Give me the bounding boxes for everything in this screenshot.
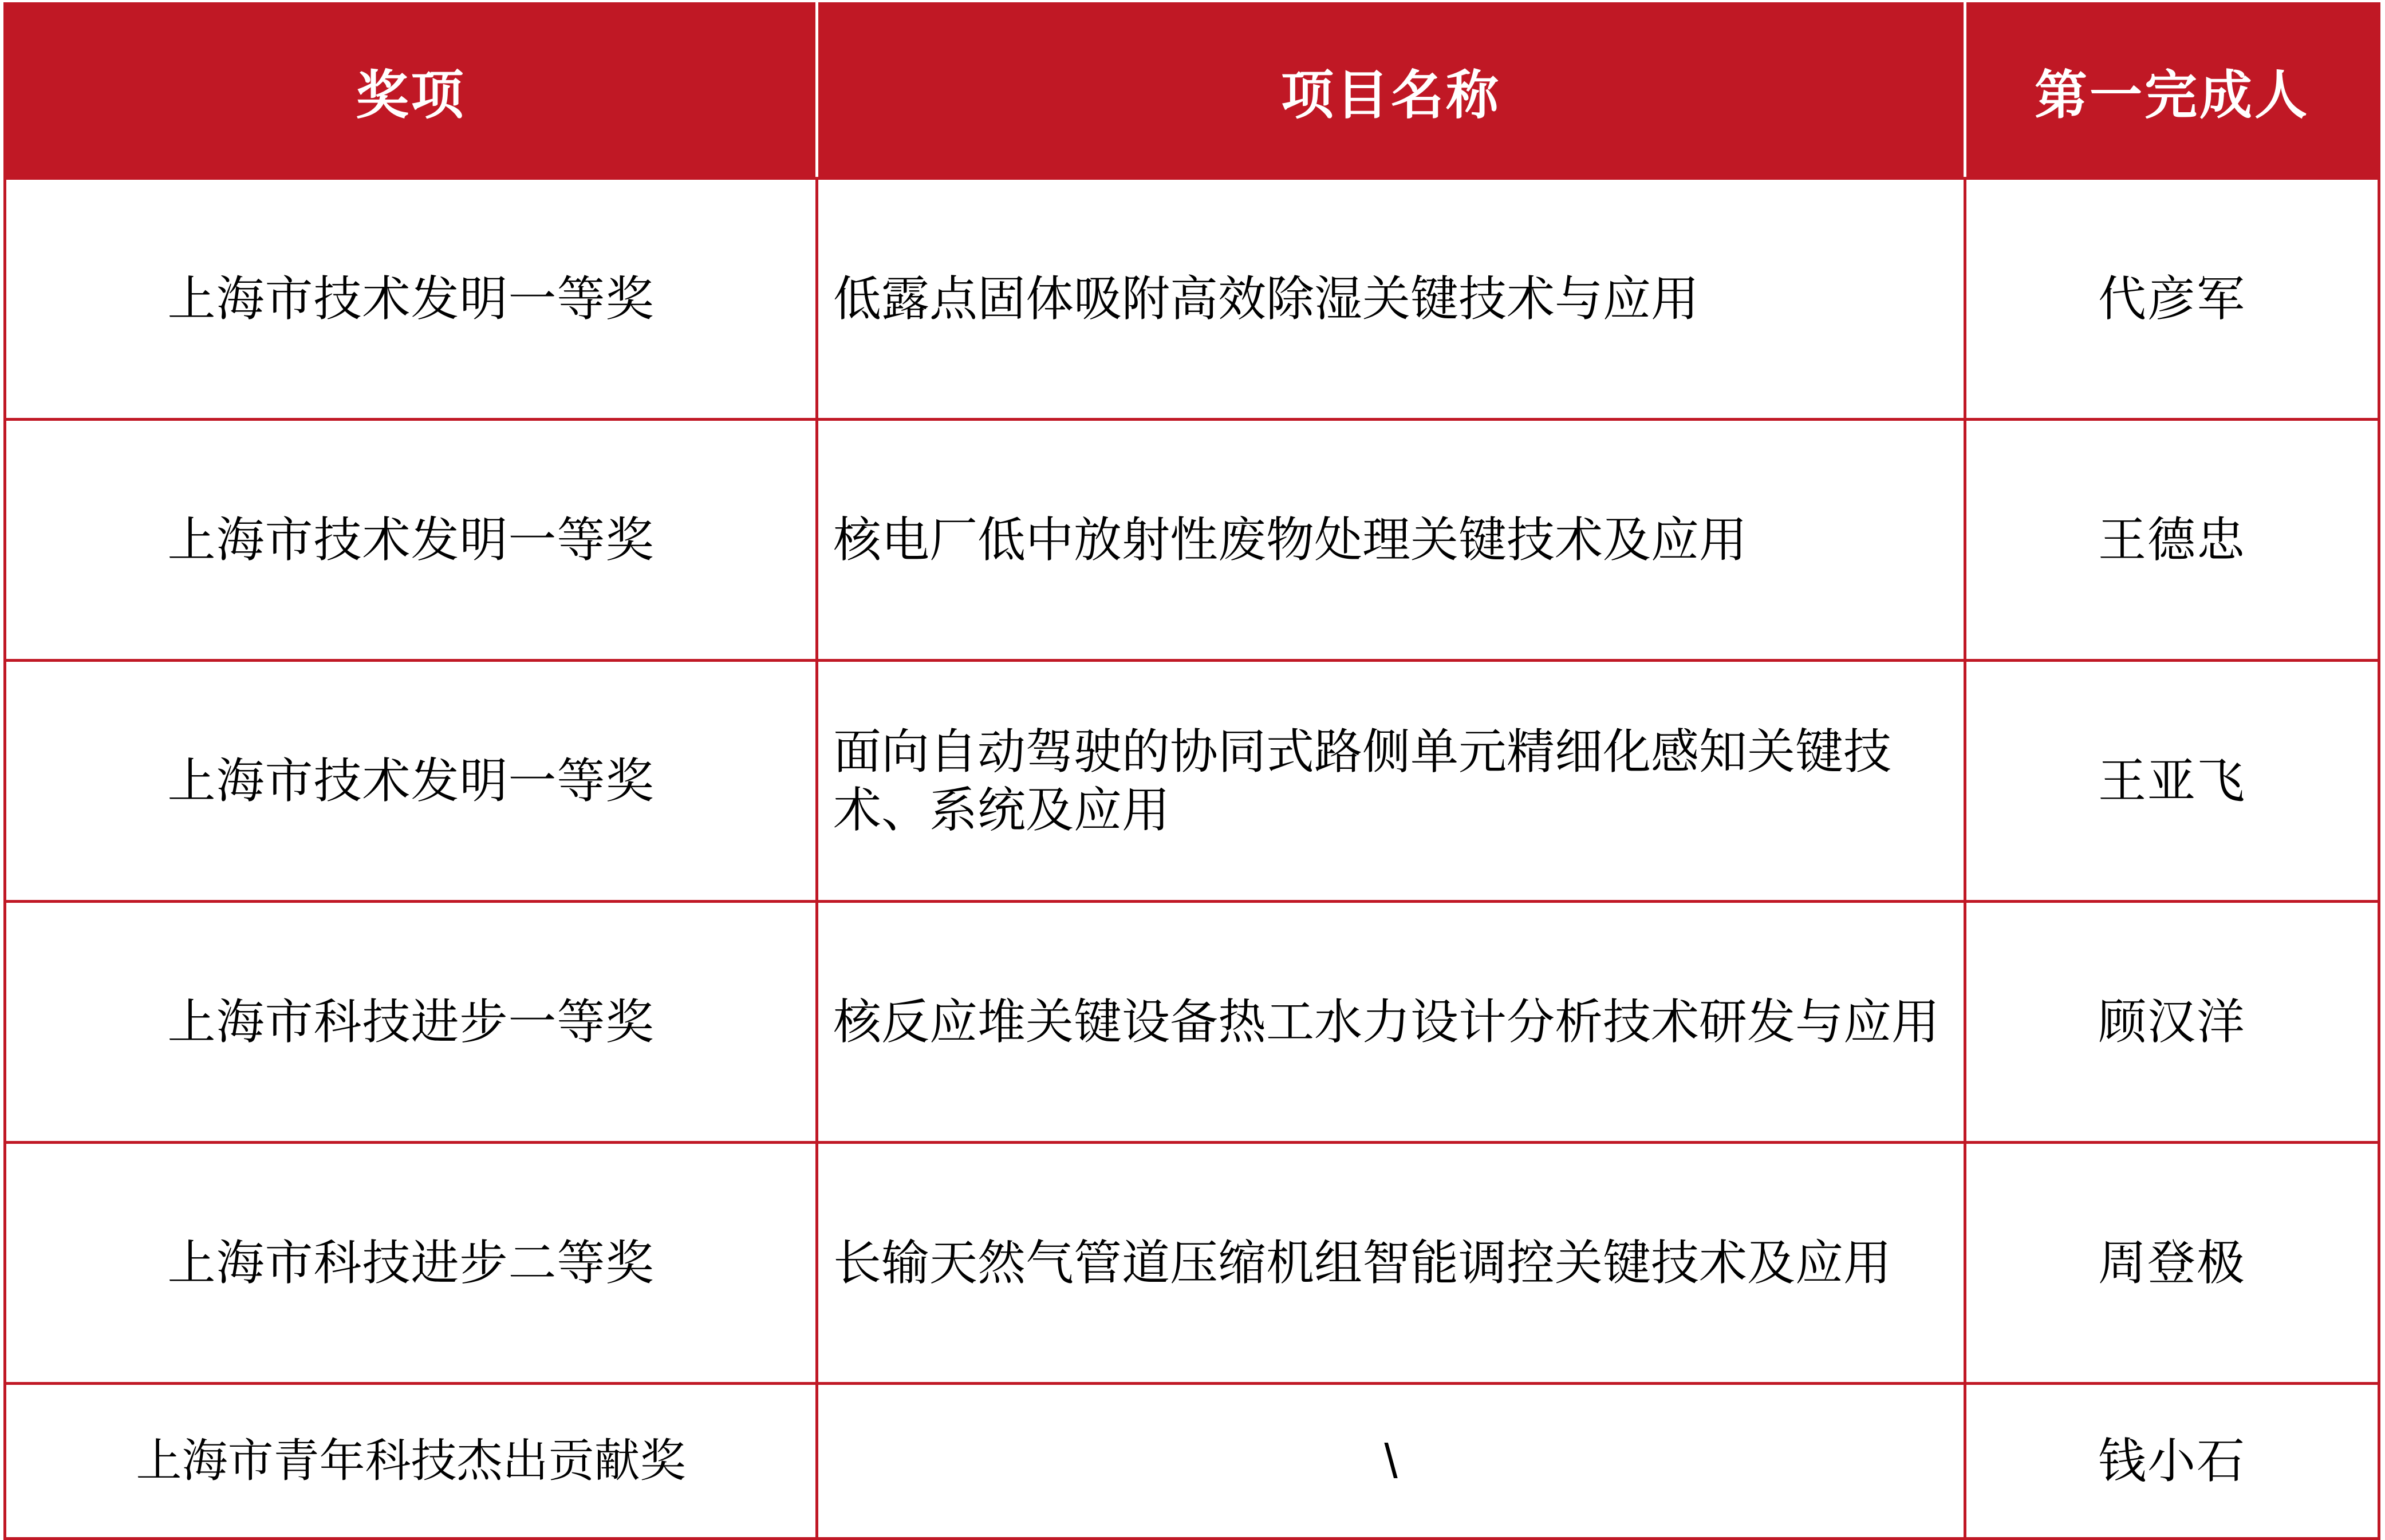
table-row bbox=[5, 179, 2379, 420]
cell-award: 上海市青年科技杰出贡献奖 bbox=[5, 1384, 817, 1539]
table-row bbox=[5, 420, 2379, 661]
cell-person: 王德忠 bbox=[1965, 420, 2379, 661]
cell-person: 王亚飞 bbox=[1965, 661, 2379, 902]
cell-project: 核反应堆关键设备热工水力设计分析技术研发与应用 bbox=[817, 902, 1965, 1143]
column-header-award: 奖项 bbox=[5, 4, 817, 179]
cell-person: 周登极 bbox=[1965, 1143, 2379, 1384]
cell-award: 上海市技术发明一等奖 bbox=[5, 420, 817, 661]
table-row bbox=[5, 1384, 2379, 1539]
table-row bbox=[5, 902, 2379, 1143]
cell-person: 钱小石 bbox=[1965, 1384, 2379, 1539]
column-header-person: 第一完成人 bbox=[1965, 4, 2379, 179]
table-row bbox=[5, 661, 2379, 902]
cell-award: 上海市技术发明一等奖 bbox=[5, 661, 817, 902]
table-header-row bbox=[5, 4, 2379, 179]
column-header-project: 项目名称 bbox=[817, 4, 1965, 179]
cell-project: 低露点固体吸附高效除湿关键技术与应用 bbox=[817, 179, 1965, 420]
table-header bbox=[5, 4, 2379, 179]
cell-person: 顾汉洋 bbox=[1965, 902, 2379, 1143]
table-body bbox=[5, 179, 2379, 1539]
cell-project: 核电厂低中放射性废物处理关键技术及应用 bbox=[817, 420, 1965, 661]
cell-project: 长输天然气管道压缩机组智能调控关键技术及应用 bbox=[817, 1143, 1965, 1384]
table-row bbox=[5, 1143, 2379, 1384]
cell-person: 代彦军 bbox=[1965, 179, 2379, 420]
cell-award: 上海市科技进步一等奖 bbox=[5, 902, 817, 1143]
award-table bbox=[3, 2, 2380, 1540]
cell-project: \ bbox=[817, 1384, 1965, 1539]
cell-project: 面向自动驾驶的协同式路侧单元精细化感知关键技术、系统及应用 bbox=[817, 661, 1965, 902]
cell-award: 上海市技术发明一等奖 bbox=[5, 179, 817, 420]
cell-award: 上海市科技进步二等奖 bbox=[5, 1143, 817, 1384]
